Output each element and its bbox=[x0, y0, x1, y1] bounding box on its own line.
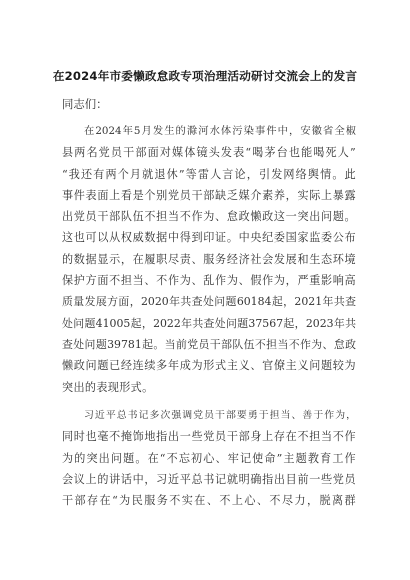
paragraph-line: 县两名党员干部面对媒体镜头发表“喝茅台也能喝死人” bbox=[62, 146, 356, 160]
paragraph-line: 为的突出问题。在“不忘初心、牢记使命”主题教育工作 bbox=[62, 451, 356, 465]
paragraph-line: 保护方面不担当、不作为、乱作为、假作为，严重影响高 bbox=[62, 274, 356, 288]
paragraph-line: 的数据显示，在履职尽责、服务经济社会发展和生态环境 bbox=[62, 252, 356, 266]
paragraph-line: 习近平总书记多次强调党员干部要勇于担当、善于作为， bbox=[84, 410, 356, 421]
paragraph-line: 这也可以从权威数据中得到印证。中央纪委国家监委公布 bbox=[62, 231, 356, 245]
paragraph-line: “我还有两个月就退休”等雷人言论，引发网络舆情。此 bbox=[62, 167, 356, 181]
paragraph-line: 质量发展方面，2020年共查处问题60184起，2021年共查 bbox=[62, 295, 356, 309]
salutation: 同志们： bbox=[62, 97, 108, 111]
paragraph-line: 懒政问题已经连续多年成为形式主义、官僚主义问题较为 bbox=[62, 359, 356, 373]
paragraph-line: 同时也毫不掩饰地指出一些党员干部身上存在不担当不作 bbox=[62, 430, 356, 444]
document-title: 在2024年市委懒政怠政专项治理活动研讨交流会上的发言 bbox=[52, 69, 358, 83]
paragraph-1 bbox=[62, 121, 356, 398]
paragraph-line: 处问题41005起，2022年共查处问题37567起，2023年共 bbox=[62, 316, 356, 330]
paragraph-line: 事件表面上看是个别党员干部缺乏媒介素养，实际上暴露 bbox=[62, 188, 356, 202]
paragraph-line: 查处问题39781起。当前党员干部队伍不担当不作为、怠政 bbox=[62, 337, 356, 351]
paragraph-line: 突出的表现形式。 bbox=[62, 380, 154, 394]
paragraph-line: 干部存在“为民服务不实在、不上心、不尽力，脱离群 bbox=[62, 494, 356, 508]
paragraph-line: 在2024年5月发生的滁河水体污染事件中，安徽省全椒 bbox=[84, 125, 356, 137]
paragraph-line: 会议上的讲话中，习近平总书记就明确指出目前一些党员 bbox=[62, 472, 356, 486]
paragraph-line: 出党员干部队伍不担当不作为、怠政懒政这一突出问题。 bbox=[62, 210, 356, 224]
paragraph-2 bbox=[62, 405, 356, 511]
